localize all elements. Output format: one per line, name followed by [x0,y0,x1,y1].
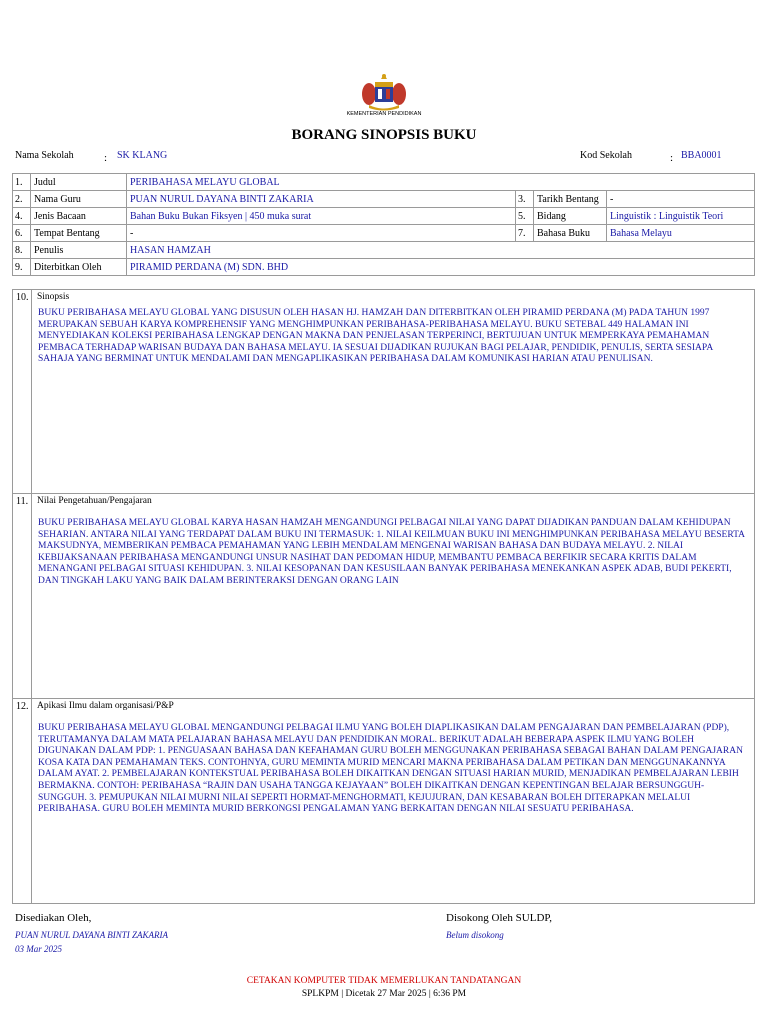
application-text: BUKU PERIBAHASA MELAYU GLOBAL MENGANDUNGI PELBAGAI ILMU YANG BOLEH DIAPLIKASIKAN DALAM PENGAJARAN DAN PEMBELAJARAN (PDP), TERUTAMANYA DALAM MATA PELAJARAN BAHASA MELAYU DAN PENDIDIKAN MORAL. BERIKUT ADALAH BEBERAPA ASPEK ILMU YANG BOLEH DIGUNAKAN DALAM PDP: 1. PENGUASAAN BAHASA DAN KEFAHAMAN GURU BOLEH MENGGUNAKAN PERIBAHASA SEBAGAI BAHAN DALAM PENGAJARAN KOSA KATA DAN PEMAHAMAN TEKS. CONTOHNYA, GURU MEMINTA MURID MENCARI MAKNA PERIBAHASA DALAM PETIKAN DAN MENGGUNAKANNYA DALAM AYAT. 2. PEMBELAJARAN KONTEKSTUAL PERIBAHASA BOLEH DIKAITKAN DENGAN SITUASI HARIAN MURID, MENJADIKAN PEMBELAJARAN LEBIH BERMAKNA. CONTOH: PERIBAHASA “RAJIN DAN USAHA TANGGA KEJAYAAN” BOLEH DIKAITKAN DENGAN KEPENTINGAN BELAJAR BERSUNGGUH-SUNGGUH. 3. PEMUPUKAN NILAI MURNI NILAI SEPERTI HORMAT-MENGHORMATI, KEJUJURAN, DAN KESABARAN BOLEH DITERAPKAN MELALUI PERIBAHASA. GURU BOLEH MEMINTA MURID BERKONGSI PENGALAMAN YANG BERKAITAN DENGAN NILAI SESUATU PERIBAHASA. [38,723,743,815]
synopsis-text: BUKU PERIBAHASA MELAYU GLOBAL YANG DISUSUN OLEH HASAN HJ. HAMZAH DAN DITERBITKAN OLEH PIRAMID PERDANA (M) PADA TAHUN 1997 MERUPAKAN SEBUAH KARYA KOMPREHENSIF YANG MENGHIMPUNKAN PERIBAHASA-PERIBAHASA MELAYU. BUKU SETEBAL 449 HALAMAN INI MENYEDIAKAN KOLEKSI PERIBAHASA LENGKAP DENGAN MAKNA DAN PENJELASAN TERPERINCI, BERTUJUAN UNTUK MEMPERKAYA PEMAHAMAN PEMBACA TERHADAP WARISAN BUDAYA DAN BAHASA MELAYU. IA SESUAI DIJADIKAN RUJUKAN BAGI PELAJAR, PENDIDIK, PENULIS, SERTA SESIAPA SAHAJA YANG BERMINAT UNTUK MENDALAMI DAN MENGAPLIKASIKAN PERIBAHASA DALAM KOMUNIKASI HARIAN ATAU PENULISAN. [38,308,713,365]
prepared-by-name: PUAN NURUL DAYANA BINTI ZAKARIA [15,930,169,940]
code-label: Kod Sekolah [580,150,632,161]
row-number: 5. [516,208,534,225]
school-colon: : [104,152,108,164]
row-number: 8. [13,242,31,259]
print-info: SPLKPM | Dicetak 27 Mar 2025 | 6:36 PM [301,989,467,999]
row-label: Tempat Bentang [31,225,127,242]
section-label: Sinopsis [37,292,70,302]
row-number: 9. [13,259,31,276]
code-value: BBA0001 [681,150,722,161]
code-colon: : [670,152,674,164]
table-row [13,225,755,242]
row-number: 7. [516,225,534,242]
synopsis-section [12,289,755,494]
row-number: 4. [13,208,31,225]
section-number: 11. [13,494,32,698]
crest-logo [355,72,413,112]
row-number: 1. [13,174,31,191]
language-value: Bahasa Melayu [607,225,755,242]
row-label: Penulis [31,242,127,259]
values-section [12,493,755,699]
row-label: Tarikh Bentang [534,191,607,208]
school-label: Nama Sekolah [15,150,74,161]
row-label: Nama Guru [31,191,127,208]
application-section [12,698,755,904]
section-label: Apikasi Ilmu dalam organisasi/P&P [37,701,174,711]
section-number: 12. [13,699,32,903]
prepared-by-label: Disediakan Oleh, [15,912,92,924]
row-label: Jenis Bacaan [31,208,127,225]
publisher-value: PIRAMID PERDANA (M) SDN. BHD [127,259,755,276]
date-value: - [607,191,755,208]
section-label: Nilai Pengetahuan/Pengajaran [37,496,152,506]
table-row [13,242,755,259]
row-number: 2. [13,191,31,208]
teacher-value: PUAN NURUL DAYANA BINTI ZAKARIA [127,191,516,208]
table-row [13,208,755,225]
supported-by-label: Disokong Oleh SULDP, [446,912,553,924]
reading-type-value: Bahan Buku Bukan Fiksyen | 450 muka surat [127,208,516,225]
field-value: Linguistik : Linguistik Teori [607,208,755,225]
prepared-date: 03 Mar 2025 [15,944,62,954]
row-label: Diterbitkan Oleh [31,259,127,276]
section-number: 10. [13,290,32,493]
row-label: Bidang [534,208,607,225]
row-number: 3. [516,191,534,208]
table-row [13,174,755,191]
venue-value: - [127,225,516,242]
book-info-table [12,173,755,276]
form-title: BORANG SINOPSIS BUKU [291,127,477,143]
row-label: Judul [31,174,127,191]
school-value: SK KLANG [117,150,168,161]
table-row [13,191,755,208]
table-row [13,259,755,276]
row-label: Bahasa Buku [534,225,607,242]
row-number: 6. [13,225,31,242]
ministry-caption: KEMENTERIAN PENDIDIKAN [346,111,422,117]
supported-status: Belum disokong [446,930,504,940]
computer-print-notice: CETAKAN KOMPUTER TIDAK MEMERLUKAN TANDATANGAN [246,976,522,986]
title-value: PERIBAHASA MELAYU GLOBAL [127,174,755,191]
values-text: BUKU PERIBAHASA MELAYU GLOBAL KARYA HASAN HAMZAH MENGANDUNGI PELBAGAI NILAI YANG DAPAT DIJADIKAN PANDUAN DALAM KEHIDUPAN SEHARIAN. ANTARA NILAI YANG TERDAPAT DALAM BUKU INI TERMASUK: 1. NILAI KEILMUAN BUKU INI MENGHIMPUNKAN PERIBAHASA MELAYU BESERTA MAKSUDNYA, MEMBERIKAN PEMBACA PEMAHAMAN YANG LEBIH MENDALAM MENGENAI WARISAN BAHASA DAN BUDAYA MELAYU. 2. NILAI KEBIJAKSANAAN PERIBAHASA MENGANDUNGI UNSUR NASIHAT DAN PEDOMAN HIDUP, MEMBANTU PEMBACA BERFIKIR SECARA KRITIS DALAM MENANGANI PELBAGAI SITUASI KEHIDUPAN. 3. NILAI KESOPANAN DAN KESUSILAAN BANYAK PERIBAHASA MENEKANKAN ASPEK ADAB, BUDI PEKERTI, DAN TINGKAH LAKU YANG BAIK DALAM BERINTERAKSI DENGAN ORANG LAIN [38,518,745,586]
author-value: HASAN HAMZAH [127,242,755,259]
